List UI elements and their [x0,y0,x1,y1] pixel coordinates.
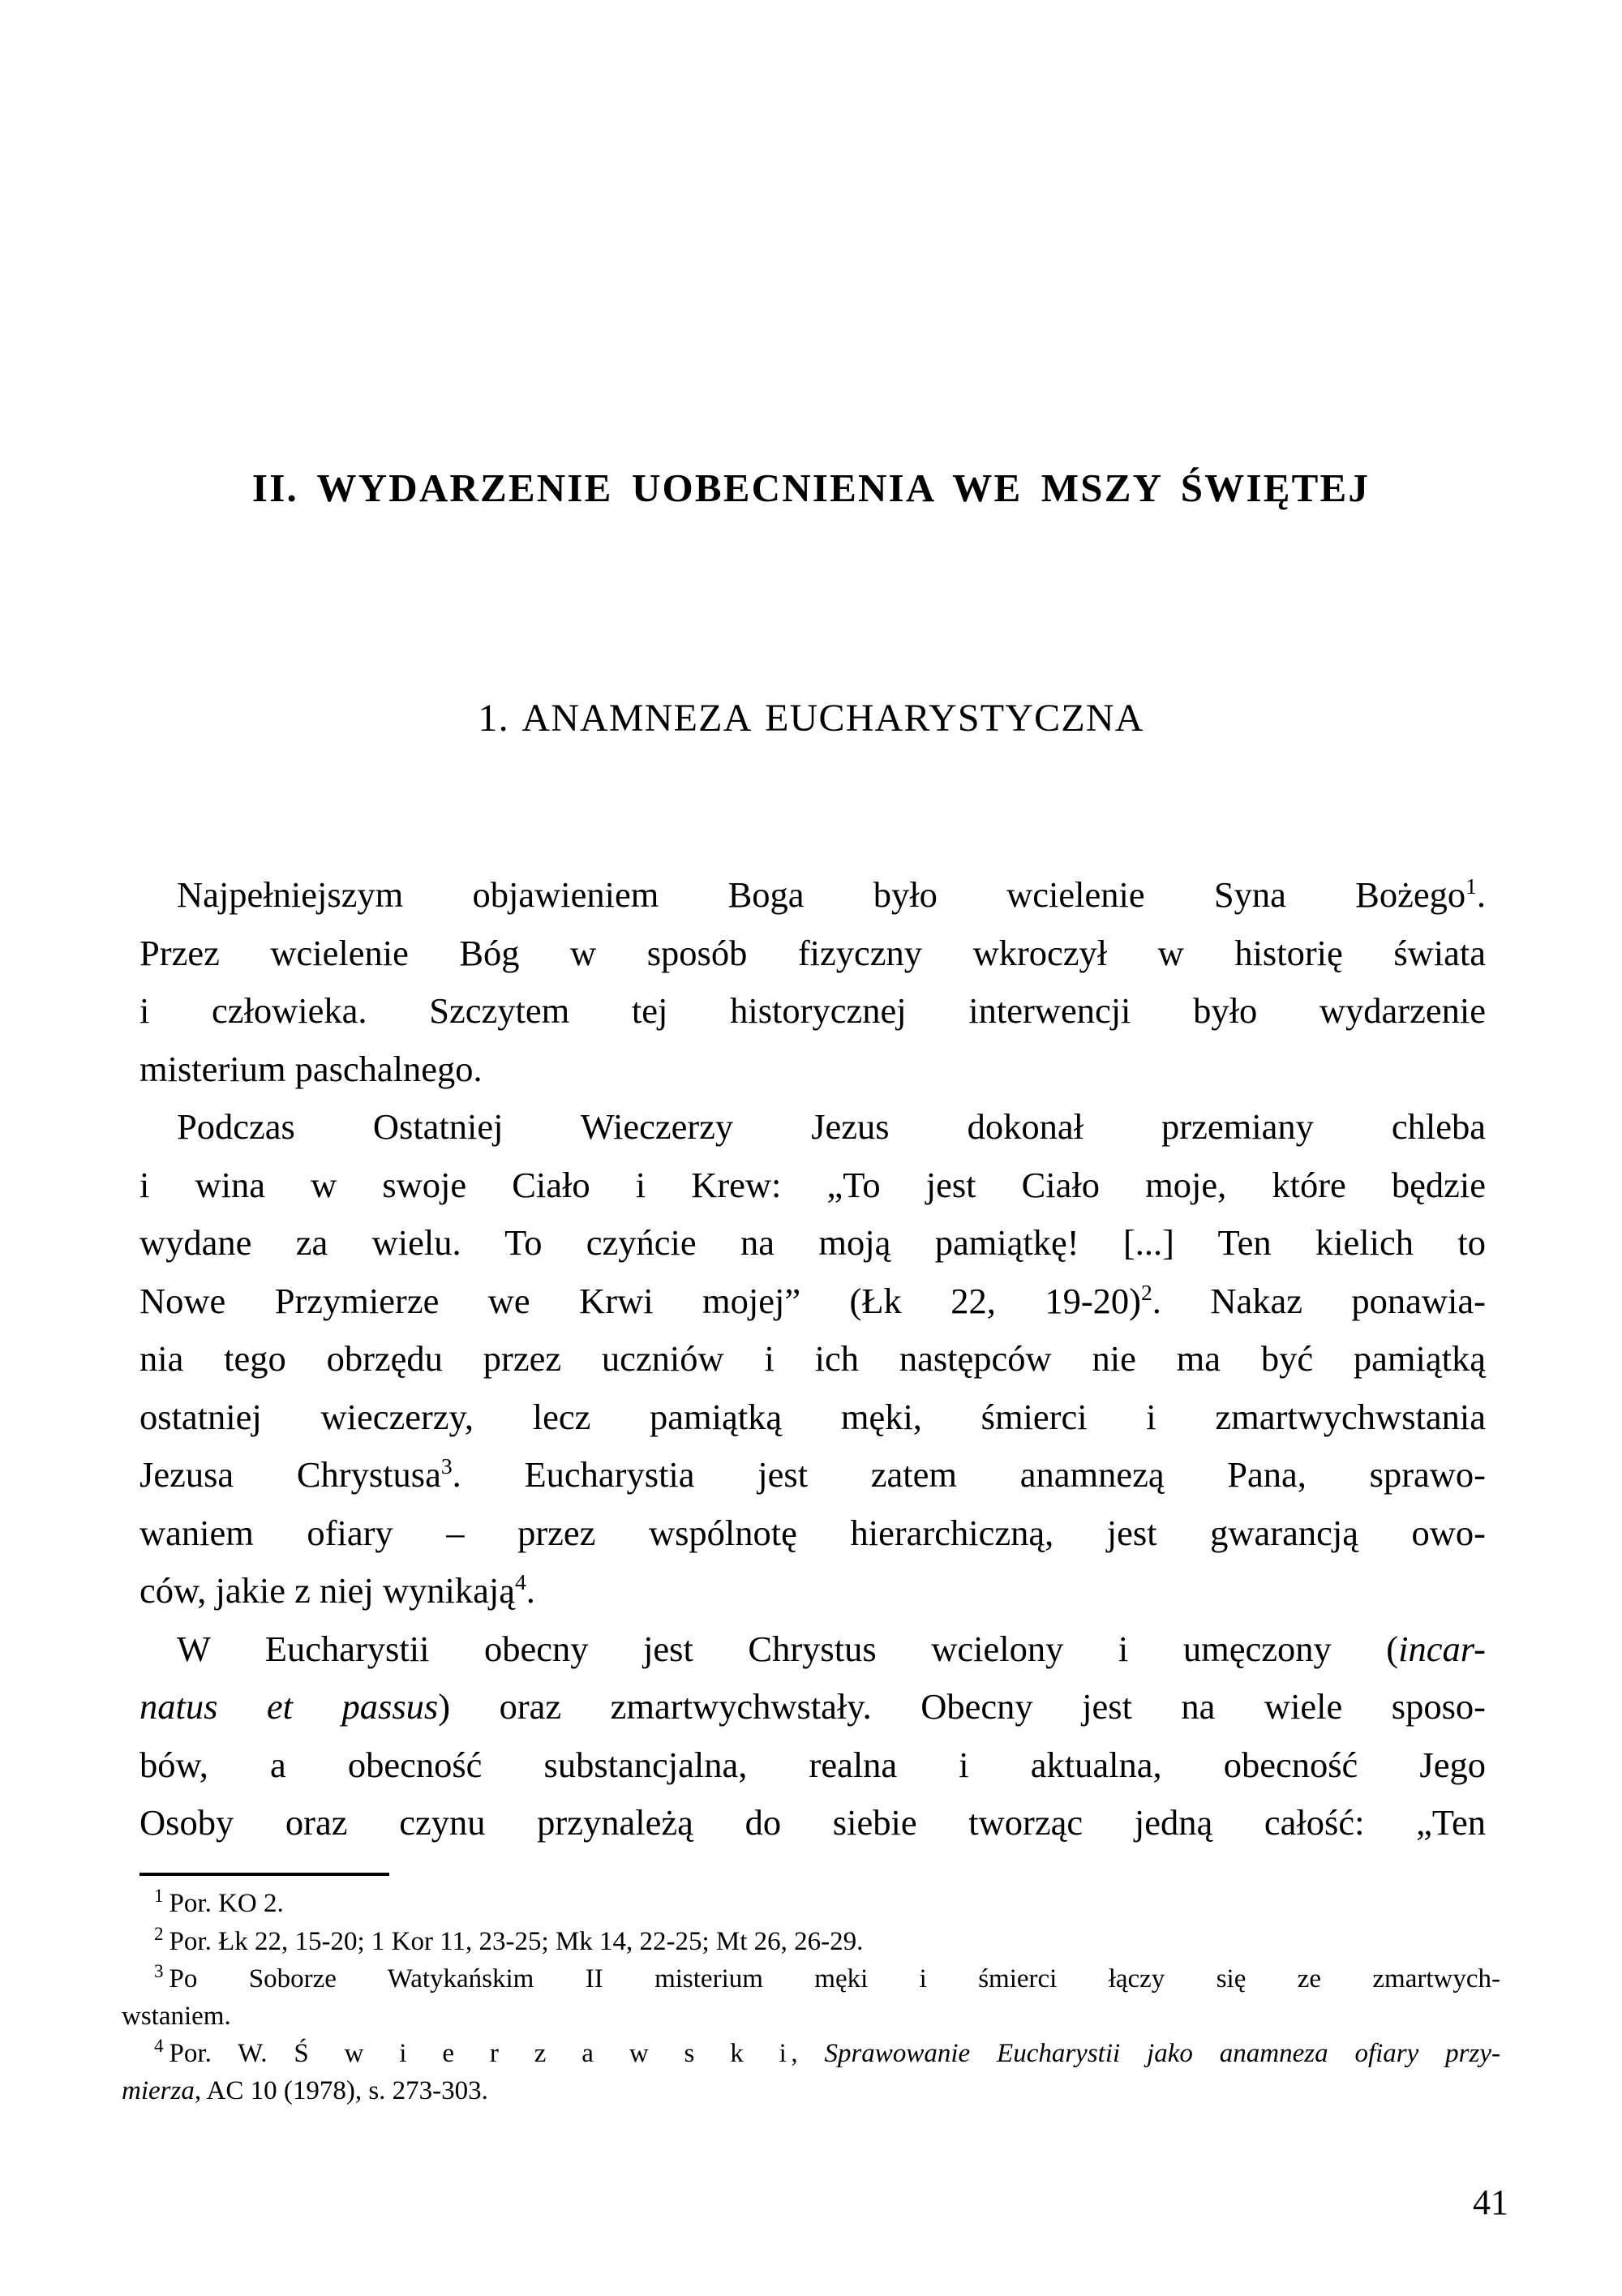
footnote-line: wstaniem. [122,2001,231,2031]
body-text [139,866,1486,1852]
text-line: ostatniej wieczerzy, lecz pamiątką męki, śmierci i zmartwychwstania [139,1396,1486,1437]
footnote-text: Por. KO 2. [169,1889,284,1918]
paragraph-2 [139,1098,1486,1620]
footnote-title-part-1: Sprawowanie Eucharystii jako anamneza ofiary przy- [824,2039,1500,2068]
footnote-number-4[interactable]: 4 [154,2035,164,2056]
footnote-2 [122,1924,1500,1961]
latin-phrase-part-2: natus et passus [139,1686,439,1727]
paragraph-3 [139,1620,1486,1852]
footnote-3 [122,1961,1500,2035]
text-line [139,1272,1486,1331]
line-tail: . [1476,874,1486,915]
footnote-area [122,1886,1500,2110]
line-text: Jezusa Chrystusa [139,1454,441,1495]
line-text: Najpełniejszym objawieniem Boga było wcielenie Syna Bożego [177,874,1466,915]
footnote-number-2[interactable]: 2 [154,1922,164,1944]
line-tail: . Eucharystia jest zatem anamnezą Pana, sprawo- [452,1454,1486,1495]
text-line [139,1562,1486,1620]
text-line [139,1446,1486,1504]
line-text: W Eucharystii obecny jest Chrystus wcielony i umęczony ( [177,1628,1399,1669]
footnote-number-3[interactable]: 3 [154,1960,164,1981]
footnote-1 [122,1886,1500,1923]
chapter-title: II. WYDARZENIE UOBECNIENIA WE MSZY ŚWIĘTEJ [251,466,1371,510]
footnote-title-part-2: mierza [122,2075,195,2105]
footnote-line [122,2036,1500,2073]
line-tail: . [526,1570,535,1611]
footnote-text: Por. Łk 22, 15-20; 1 Kor 11, 23-25; Mk 14, 22-25; Mt 26, 26-29. [169,1926,864,1956]
footnote-marker-3[interactable]: 3 [440,1453,453,1479]
line-tail: . Nakaz ponawia- [1152,1280,1486,1321]
footnote-prefix: Por. W. [169,2039,294,2068]
footnote-text: Po Soborze Watykańskim II misterium męki i śmierci łączy się ze zmartwych- [169,1964,1500,1993]
section-title: 1. ANAMNEZA EUCHARYSTYCZNA [478,697,1144,740]
text-line: Podczas Ostatniej Wieczerzy Jezus dokonał przemiany chleba [177,1106,1486,1147]
footnote-marker-2[interactable]: 2 [1140,1279,1152,1305]
text-line: Osoby oraz czynu przynależą do siebie tworząc jedną całość: „Ten [139,1802,1486,1843]
footnote-citation: , AC 10 (1978), s. 273-303. [194,2075,488,2105]
footnote-marker-1[interactable]: 1 [1465,873,1477,899]
line-text: Nowe Przymierze we Krwi mojej” (Łk 22, 19-20) [139,1280,1141,1321]
line-tail: ) oraz zmartwychwstały. Obecny jest na wiele sposo- [438,1686,1486,1727]
latin-phrase-part-1: incar- [1398,1628,1486,1669]
text-line: Przez wcielenie Bóg w sposób fizyczny wkroczył w historię świata [139,932,1486,973]
text-line [139,1620,1486,1679]
footnote-author: Ś w i e r z a w s k i [294,2039,792,2068]
text-line: i wina w swoje Ciało i Krew: „To jest Ciało moje, które będzie [139,1164,1486,1205]
paragraph-1 [139,866,1486,1098]
footnote-line [122,2073,1500,2110]
page-number: 41 [1473,2182,1508,2222]
line-text: ców, jakie z niej wynikają [139,1570,515,1611]
text-line [139,866,1486,925]
footnote-comma: , [791,2039,825,2068]
footnote-line [122,1961,1500,1998]
footnote-4 [122,2036,1500,2109]
text-line [139,1678,1486,1736]
footnote-marker-4[interactable]: 4 [514,1569,526,1595]
text-line: i człowieka. Szczytem tej historycznej interwencji było wydarzenie [139,990,1486,1031]
footnote-separator [139,1873,389,1876]
text-line: misterium paschalnego. [139,1048,483,1089]
footnote-number-1[interactable]: 1 [154,1885,164,1906]
text-line: waniem ofiary – przez wspólnotę hierarchiczną, jest gwarancją owo- [139,1512,1486,1553]
text-line: nia tego obrzędu przez uczniów i ich następców nie ma być pamiątką [139,1338,1486,1379]
text-line: wydane za wielu. To czyńcie na moją pamiątkę! [...] Ten kielich to [139,1222,1486,1263]
text-line: bów, a obecność substancjalna, realna i aktualna, obecność Jego [139,1744,1486,1785]
